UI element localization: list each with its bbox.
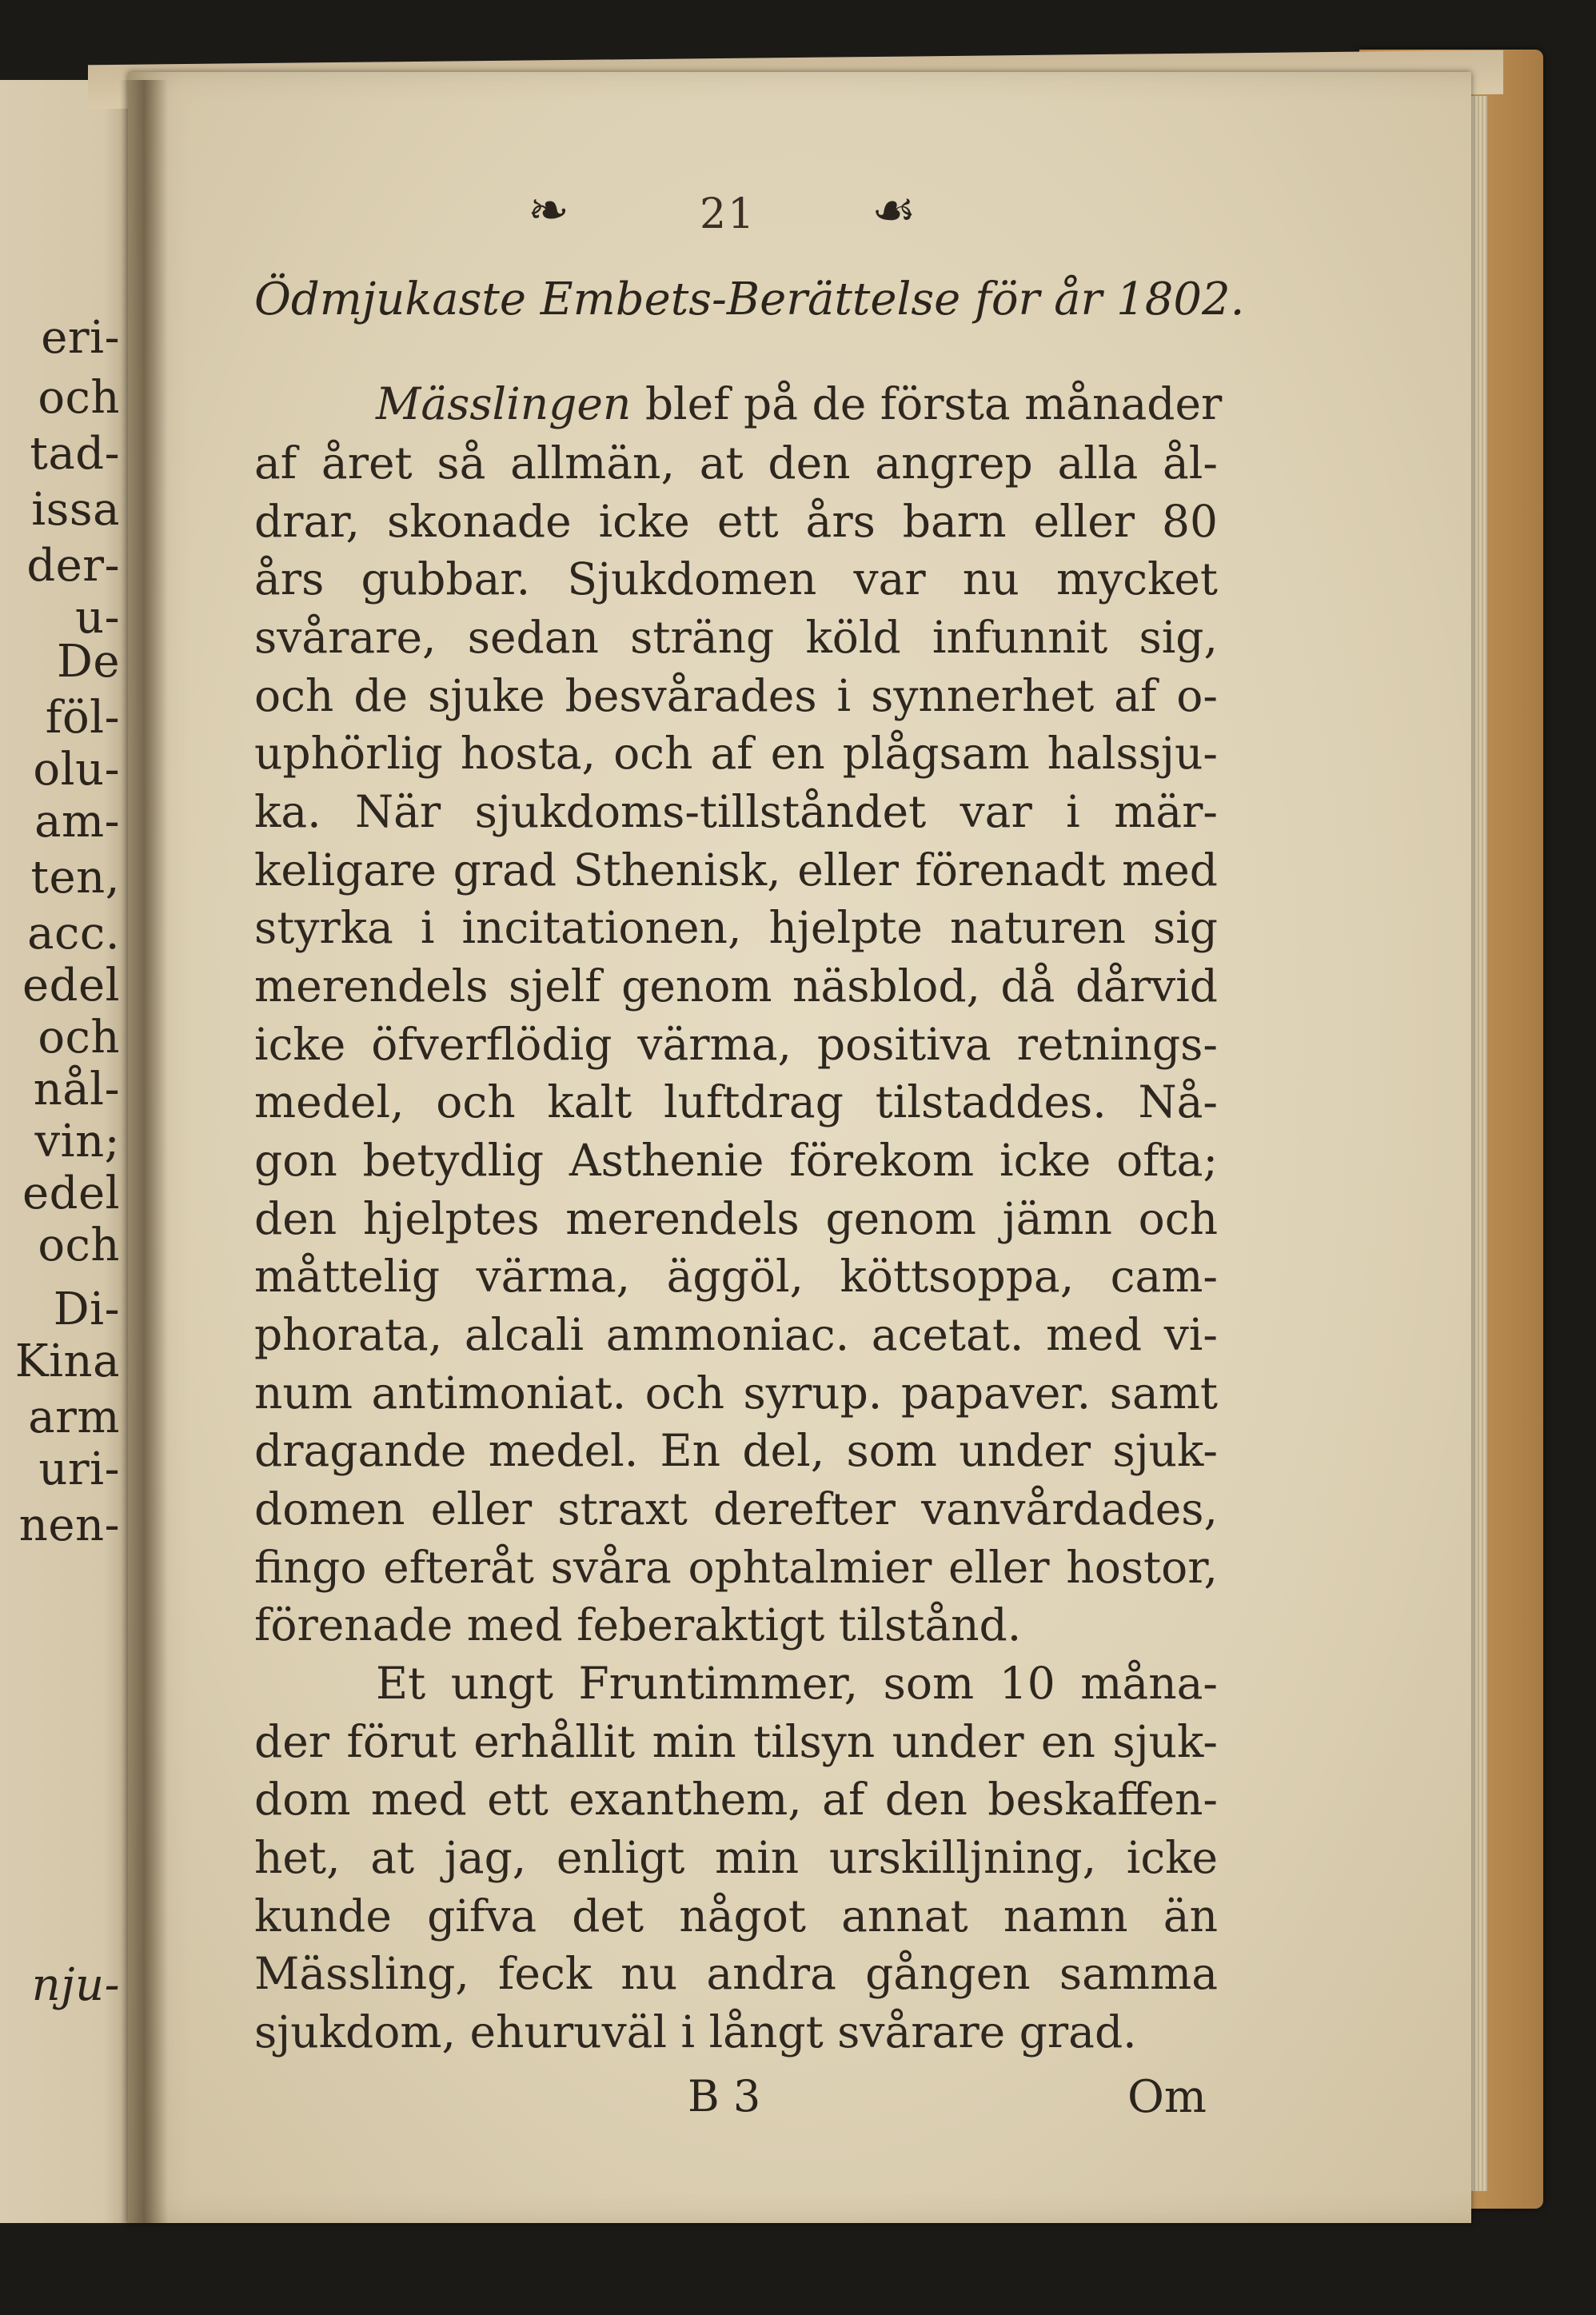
left-fragment: olu- bbox=[33, 744, 120, 796]
text-line: domen eller straxt derefter vanvårdades, bbox=[254, 1483, 1218, 1535]
text-line: af året så allmän, at den angrep alla ål- bbox=[254, 437, 1218, 489]
fleuron-left-icon: ❧ bbox=[528, 181, 569, 239]
left-fragment: Kina bbox=[14, 1335, 120, 1387]
page-number: 21 bbox=[700, 190, 756, 238]
left-fragment: och bbox=[38, 1012, 120, 1064]
text-line: års gubbar. Sjukdomen var nu mycket bbox=[254, 553, 1218, 605]
text-line: dragande medel. En del, som under sjuk- bbox=[254, 1425, 1218, 1476]
text-line: merendels sjelf genom näsblod, då dårvid bbox=[254, 960, 1218, 1012]
text-run: blef på de första månader bbox=[644, 378, 1223, 429]
catchword: Om bbox=[1127, 2071, 1207, 2123]
fleuron-right-icon: ☙ bbox=[872, 181, 916, 239]
text-line: fingo efteråt svåra ophtalmier eller hostor, bbox=[254, 1542, 1218, 1593]
left-fragment: uri- bbox=[38, 1443, 120, 1495]
left-fragment: u- bbox=[75, 592, 120, 644]
left-fragment: am- bbox=[34, 796, 120, 848]
left-fragment: nju- bbox=[31, 1959, 120, 2011]
text-line: förenade med feberaktigt tilstånd. bbox=[254, 1599, 1022, 1650]
left-fragment: föl- bbox=[45, 692, 120, 744]
text-line: ka. När sjukdoms-tillståndet var i mär- bbox=[254, 786, 1218, 837]
text-line: den hjelptes merendels genom jämn och bbox=[254, 1193, 1218, 1244]
text-line: styrka i incitationen, hjelpte naturen sig bbox=[254, 902, 1218, 953]
text-line: medel, och kalt luftdrag tilstaddes. Nå- bbox=[254, 1076, 1218, 1128]
text-line: icke öfverflödig värma, positiva retnings- bbox=[254, 1019, 1218, 1070]
text-line: phorata, alcali ammoniac. acetat. med vi- bbox=[254, 1309, 1218, 1360]
left-fragment: edel bbox=[22, 1167, 120, 1219]
left-fragment: acc. bbox=[27, 908, 120, 960]
text-line: sjukdom, ehuruväl i långt svårare grad. bbox=[254, 2006, 1137, 2058]
left-fragment: De bbox=[56, 636, 120, 688]
left-fragment: der- bbox=[26, 540, 120, 592]
text-line: dom med ett exanthem, af den beskaffen- bbox=[254, 1774, 1218, 1825]
text-line: drar, skonade icke ett års barn eller 80 bbox=[254, 496, 1218, 547]
left-fragment: och bbox=[38, 372, 120, 424]
left-fragment: ten, bbox=[30, 852, 120, 904]
text-line: Et ungt Fruntimmer, som 10 måna- bbox=[376, 1658, 1218, 1709]
left-fragment: nål- bbox=[33, 1064, 120, 1116]
left-fragment: edel bbox=[22, 960, 120, 1012]
text-line: uphörlig hosta, och af en plågsam halssju- bbox=[254, 728, 1218, 779]
running-title: Ödmjukaste Embets-Berättelse för år 1802. bbox=[254, 273, 1245, 325]
text-line: num antimoniat. och syrup. papaver. samt bbox=[254, 1367, 1218, 1419]
text-line: Mässling, feck nu andra gången samma bbox=[254, 1948, 1218, 1999]
left-fragment: arm bbox=[28, 1391, 120, 1443]
left-fragment: vin; bbox=[34, 1116, 120, 1167]
text-line: gon betydlig Asthenie förekom icke ofta; bbox=[254, 1135, 1218, 1186]
text-line: keligare grad Sthenisk, eller förenadt med bbox=[254, 844, 1218, 896]
left-fragment: tad- bbox=[30, 428, 120, 480]
left-fragment: nen- bbox=[18, 1499, 120, 1551]
signature-mark: B 3 bbox=[688, 2071, 761, 2121]
text-line: der förut erhållit min tilsyn under en sjuk- bbox=[254, 1716, 1218, 1767]
text-line bbox=[376, 378, 1223, 429]
left-fragment: Di- bbox=[53, 1283, 120, 1335]
left-fragment: och bbox=[38, 1219, 120, 1271]
left-fragment: issa bbox=[31, 484, 120, 536]
text-line: måttelig värma, äggöl, köttsoppa, cam- bbox=[254, 1251, 1218, 1302]
text-line: het, at jag, enligt min urskilljning, icke bbox=[254, 1832, 1218, 1883]
text-line: och de sjuke besvårades i synnerhet af o- bbox=[254, 670, 1218, 721]
emphasis-word: Mässlingen bbox=[376, 378, 632, 429]
text-line: kunde gifva det något annat namn än bbox=[254, 1890, 1218, 1942]
left-fragment: eri- bbox=[41, 312, 120, 364]
book-gutter bbox=[120, 80, 168, 2223]
text-line: svårare, sedan sträng köld infunnit sig, bbox=[254, 612, 1218, 663]
